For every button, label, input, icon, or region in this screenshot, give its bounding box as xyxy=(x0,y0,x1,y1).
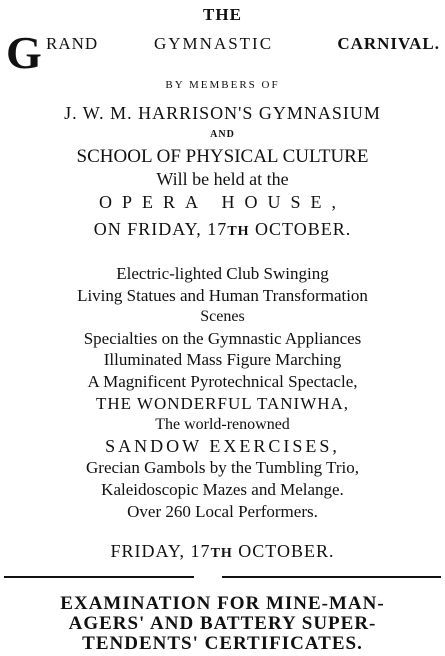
programme-item: SANDOW EXERCISES, xyxy=(105,436,340,456)
programme-item: Living Statues and Human Transformation xyxy=(77,286,368,305)
next-notice-line: TENDENTS' CERTIFICATES. xyxy=(82,633,363,654)
venue: OPERA HOUSE, xyxy=(98,192,347,212)
programme-item: A Magnificent Pyrotechnical Spectacle, xyxy=(87,372,358,391)
headline-grand: RAND xyxy=(46,34,99,53)
footer-date-prefix: FRIDAY, 17 xyxy=(110,541,211,561)
next-notice-line: EXAMINATION FOR MINE-MAN- xyxy=(60,593,385,614)
gymnasium-name: J. W. M. HARRISON'S GYMNASIUM xyxy=(64,103,381,123)
will-be-held: Will be held at the xyxy=(156,169,289,189)
programme-item: Over 260 Local Performers. xyxy=(127,502,318,521)
footer-date xyxy=(0,542,445,561)
footer-date-month: OCTOBER. xyxy=(238,541,335,561)
school-name: SCHOOL OF PHYSICAL CULTURE xyxy=(76,146,369,167)
footer-date-suffix: TH xyxy=(210,546,233,561)
drop-cap: G xyxy=(6,27,42,78)
event-date-month: OCTOBER. xyxy=(255,219,352,239)
divider-rule-right xyxy=(222,576,441,578)
programme-item: Kaleidoscopic Mazes and Melange. xyxy=(101,480,344,499)
headline-carnival: CARNIVAL. xyxy=(337,34,440,53)
programme-item: Electric-lighted Club Swinging xyxy=(116,264,329,283)
column-divider xyxy=(4,576,441,580)
programme-item: The world-renowned xyxy=(155,416,290,433)
headline-row xyxy=(6,27,440,78)
event-date-prefix: ON FRIDAY, 17 xyxy=(93,219,228,239)
next-notice-line: AGERS' AND BATTERY SUPER- xyxy=(68,613,377,634)
and-connector: AND xyxy=(210,129,235,140)
event-date xyxy=(0,220,445,239)
headline-the: THE xyxy=(203,5,242,24)
programme-item: Specialties on the Gymnastic Appliances xyxy=(83,329,362,348)
programme-item: Illuminated Mass Figure Marching xyxy=(103,350,342,369)
event-date-suffix: TH xyxy=(227,224,250,239)
programme-item: Grecian Gambols by the Tumbling Trio, xyxy=(86,458,359,477)
programme-item: THE WONDERFUL TANIWHA, xyxy=(95,394,350,413)
divider-rule-left xyxy=(4,576,194,578)
by-members-of: BY MEMBERS OF xyxy=(165,79,280,91)
headline-gymnastic: GYMNASTIC xyxy=(154,34,274,53)
programme-item: Scenes xyxy=(200,308,245,325)
